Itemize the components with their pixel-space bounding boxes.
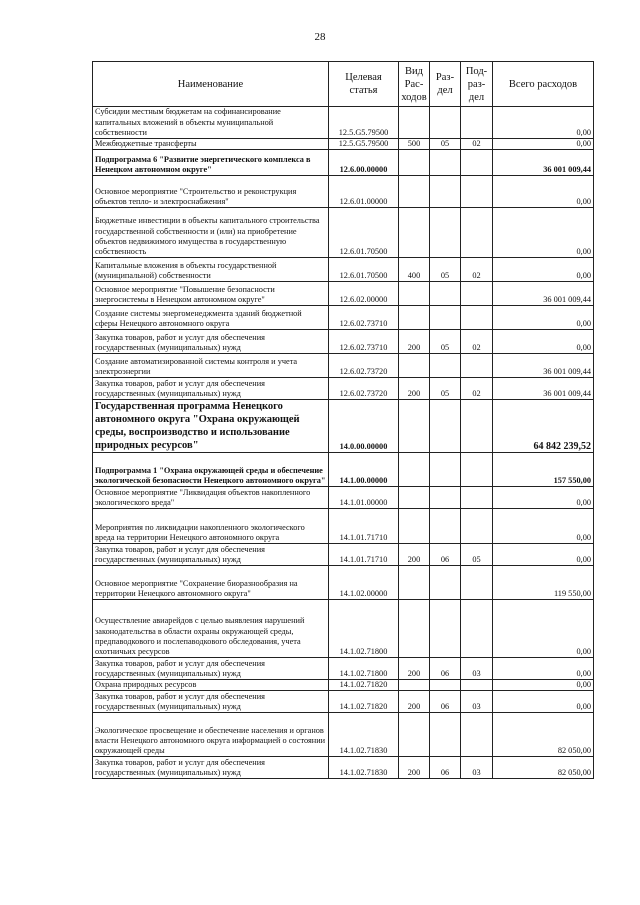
row-name: Закупка товаров, работ и услуг для обеспечения государственных (муниципальных) нужд xyxy=(93,658,329,680)
row-vid: 400 xyxy=(399,258,430,282)
row-article: 12.6.02.73710 xyxy=(329,306,399,330)
row-vid xyxy=(399,509,430,544)
row-name: Межбюджетные трансферты xyxy=(93,139,329,150)
row-podrazdel xyxy=(461,150,493,176)
row-name: Основное мероприятие "Строительство и реконструкция объектов тепло- и электроснабжения" xyxy=(93,176,329,208)
row-razdel xyxy=(430,107,461,139)
row-razdel: 05 xyxy=(430,378,461,400)
row-vid: 200 xyxy=(399,757,430,779)
row-total: 0,00 xyxy=(493,544,594,566)
row-article: 12.6.02.73720 xyxy=(329,378,399,400)
table-row xyxy=(93,107,594,139)
table-row xyxy=(93,713,594,757)
row-podrazdel: 02 xyxy=(461,258,493,282)
row-vid xyxy=(399,713,430,757)
row-vid xyxy=(399,354,430,378)
row-name: Закупка товаров, работ и услуг для обеспечения государственных (муниципальных) нужд xyxy=(93,691,329,713)
row-total: 119 550,00 xyxy=(493,566,594,600)
row-razdel xyxy=(430,354,461,378)
row-article: 12.6.00.00000 xyxy=(329,150,399,176)
row-total: 82 050,00 xyxy=(493,713,594,757)
row-vid xyxy=(399,487,430,509)
row-podrazdel xyxy=(461,713,493,757)
row-article: 12.6.01.70500 xyxy=(329,208,399,258)
row-razdel: 06 xyxy=(430,658,461,680)
row-total: 0,00 xyxy=(493,487,594,509)
row-name: Охрана природных ресурсов xyxy=(93,680,329,691)
row-total: 0,00 xyxy=(493,208,594,258)
table-row xyxy=(93,306,594,330)
page-number: 28 xyxy=(314,31,326,43)
row-razdel xyxy=(430,566,461,600)
table-row xyxy=(93,139,594,150)
row-razdel xyxy=(430,306,461,330)
row-podrazdel xyxy=(461,509,493,544)
row-vid: 200 xyxy=(399,691,430,713)
row-total: 36 001 009,44 xyxy=(493,378,594,400)
row-razdel xyxy=(430,208,461,258)
row-article: 12.6.02.00000 xyxy=(329,282,399,306)
row-podrazdel: 02 xyxy=(461,139,493,150)
row-total: 0,00 xyxy=(493,306,594,330)
table-row xyxy=(93,330,594,354)
row-article: 14.1.00.00000 xyxy=(329,453,399,487)
row-razdel xyxy=(430,680,461,691)
row-total: 64 842 239,52 xyxy=(493,400,594,453)
row-name: Государственная программа Ненецкого автономного округа "Охрана окружающей среды, воспроизводство и использование природных ресурсов" xyxy=(93,400,329,453)
row-total: 0,00 xyxy=(493,176,594,208)
row-podrazdel xyxy=(461,306,493,330)
row-total: 0,00 xyxy=(493,509,594,544)
table-row xyxy=(93,566,594,600)
row-vid: 500 xyxy=(399,139,430,150)
row-name: Закупка товаров, работ и услуг для обеспечения государственных (муниципальных) нужд xyxy=(93,330,329,354)
table-row xyxy=(93,680,594,691)
row-razdel xyxy=(430,713,461,757)
table-row xyxy=(93,509,594,544)
row-total: 0,00 xyxy=(493,600,594,658)
row-total: 36 001 009,44 xyxy=(493,282,594,306)
row-article: 14.0.00.00000 xyxy=(329,400,399,453)
row-article: 14.1.01.00000 xyxy=(329,487,399,509)
header-vid: Вид Рас-ходов xyxy=(399,62,430,107)
row-article: 14.1.02.71800 xyxy=(329,658,399,680)
row-podrazdel xyxy=(461,354,493,378)
row-total: 0,00 xyxy=(493,258,594,282)
row-article: 14.1.01.71710 xyxy=(329,544,399,566)
row-podrazdel xyxy=(461,400,493,453)
row-article: 12.6.02.73720 xyxy=(329,354,399,378)
row-article: 14.1.02.71800 xyxy=(329,600,399,658)
table-row xyxy=(93,258,594,282)
row-article: 12.6.02.73710 xyxy=(329,330,399,354)
row-article: 14.1.02.71830 xyxy=(329,713,399,757)
row-podrazdel xyxy=(461,282,493,306)
row-razdel: 06 xyxy=(430,691,461,713)
row-razdel xyxy=(430,176,461,208)
row-vid xyxy=(399,208,430,258)
row-razdel: 06 xyxy=(430,544,461,566)
row-name: Закупка товаров, работ и услуг для обеспечения государственных (муниципальных) нужд xyxy=(93,544,329,566)
row-total: 0,00 xyxy=(493,330,594,354)
row-vid xyxy=(399,306,430,330)
row-name: Основное мероприятие "Ликвидация объектов накопленного экологического вреда" xyxy=(93,487,329,509)
table-row xyxy=(93,544,594,566)
row-vid xyxy=(399,566,430,600)
row-podrazdel xyxy=(461,208,493,258)
row-name: Подпрограмма 6 "Развитие энергетического комплекса в Ненецком автономном округе" xyxy=(93,150,329,176)
row-name: Экологическое просвещение и обеспечение населения и органов власти Ненецкого автономного округа информацией о состоянии окружающей среды xyxy=(93,713,329,757)
row-name: Капитальные вложения в объекты государственной (муниципальной) собственности xyxy=(93,258,329,282)
row-name: Субсидии местным бюджетам на софинансирование капитальных вложений в объекты муниципальной собственности xyxy=(93,107,329,139)
row-total: 0,00 xyxy=(493,107,594,139)
row-razdel xyxy=(430,150,461,176)
table-row xyxy=(93,354,594,378)
row-name: Закупка товаров, работ и услуг для обеспечения государственных (муниципальных) нужд xyxy=(93,757,329,779)
row-article: 14.1.02.00000 xyxy=(329,566,399,600)
row-vid: 200 xyxy=(399,330,430,354)
table-header-row xyxy=(93,62,594,107)
table-row xyxy=(93,208,594,258)
row-vid xyxy=(399,400,430,453)
row-name: Осуществление авиарейдов с целью выявления нарушений законодательства в области охраны окружающей среды, предпаводкового и послепаводкового обследования, учета охотничьих ресурсов xyxy=(93,600,329,658)
row-name: Основное мероприятие "Сохранение биоразнообразия на территории Ненецкого автономного округа" xyxy=(93,566,329,600)
row-vid: 200 xyxy=(399,658,430,680)
header-razdel: Раз-дел xyxy=(430,62,461,107)
row-vid: 200 xyxy=(399,378,430,400)
row-name: Закупка товаров, работ и услуг для обеспечения государственных (муниципальных) нужд xyxy=(93,378,329,400)
row-vid xyxy=(399,600,430,658)
row-article: 14.1.01.71710 xyxy=(329,509,399,544)
table-row xyxy=(93,658,594,680)
row-podrazdel xyxy=(461,566,493,600)
row-vid xyxy=(399,282,430,306)
table-row xyxy=(93,150,594,176)
row-total: 0,00 xyxy=(493,658,594,680)
row-name: Создание автоматизированной системы контроля и учета электроэнергии xyxy=(93,354,329,378)
budget-table xyxy=(92,61,594,779)
row-razdel: 05 xyxy=(430,258,461,282)
table-row xyxy=(93,757,594,779)
row-podrazdel: 05 xyxy=(461,544,493,566)
row-podrazdel xyxy=(461,176,493,208)
table-row xyxy=(93,378,594,400)
row-article: 12.5.G5.79500 xyxy=(329,107,399,139)
row-article: 12.5.G5.79500 xyxy=(329,139,399,150)
row-article: 12.6.01.00000 xyxy=(329,176,399,208)
row-total: 157 550,00 xyxy=(493,453,594,487)
row-razdel: 05 xyxy=(430,139,461,150)
row-article: 14.1.02.71820 xyxy=(329,691,399,713)
row-total: 0,00 xyxy=(493,691,594,713)
row-name: Основное мероприятие "Повышение безопасности энергосистемы в Ненецком автономном округе" xyxy=(93,282,329,306)
row-total: 36 001 009,44 xyxy=(493,150,594,176)
row-article: 14.1.02.71820 xyxy=(329,680,399,691)
row-name: Создание системы энергоменеджмента зданий бюджетной сферы Ненецкого автономного округа xyxy=(93,306,329,330)
row-vid xyxy=(399,107,430,139)
row-total: 0,00 xyxy=(493,680,594,691)
row-podrazdel xyxy=(461,680,493,691)
row-razdel xyxy=(430,487,461,509)
row-vid: 200 xyxy=(399,544,430,566)
row-razdel xyxy=(430,400,461,453)
table-row xyxy=(93,487,594,509)
row-razdel xyxy=(430,453,461,487)
row-podrazdel: 03 xyxy=(461,691,493,713)
row-podrazdel xyxy=(461,453,493,487)
row-podrazdel xyxy=(461,600,493,658)
row-vid xyxy=(399,176,430,208)
header-name: Наименование xyxy=(93,62,329,107)
row-total: 82 050,00 xyxy=(493,757,594,779)
row-podrazdel: 02 xyxy=(461,330,493,354)
row-name: Бюджетные инвестиции в объекты капитального строительства государственной собственности и (или) на приобретение объектов недвижимого имущества в государственную собственность xyxy=(93,208,329,258)
row-total: 0,00 xyxy=(493,139,594,150)
row-podrazdel: 02 xyxy=(461,378,493,400)
row-vid xyxy=(399,680,430,691)
row-article: 14.1.02.71830 xyxy=(329,757,399,779)
table-row xyxy=(93,176,594,208)
row-podrazdel: 03 xyxy=(461,658,493,680)
row-podrazdel xyxy=(461,107,493,139)
header-total: Всего расходов xyxy=(493,62,594,107)
row-article: 12.6.01.70500 xyxy=(329,258,399,282)
row-total: 36 001 009,44 xyxy=(493,354,594,378)
row-podrazdel: 03 xyxy=(461,757,493,779)
row-name: Подпрограмма 1 "Охрана окружающей среды и обеспечение экологической безопасности Ненецкого автономного округа" xyxy=(93,453,329,487)
row-name: Мероприятия по ликвидации накопленного экологического вреда на территории Ненецкого автономного округа xyxy=(93,509,329,544)
header-podrazdel: Под-раз-дел xyxy=(461,62,493,107)
table-row xyxy=(93,691,594,713)
row-razdel xyxy=(430,600,461,658)
row-razdel xyxy=(430,282,461,306)
row-vid xyxy=(399,150,430,176)
row-vid xyxy=(399,453,430,487)
table-row xyxy=(93,282,594,306)
row-razdel: 05 xyxy=(430,330,461,354)
row-podrazdel xyxy=(461,487,493,509)
row-razdel: 06 xyxy=(430,757,461,779)
table-row xyxy=(93,453,594,487)
table-row xyxy=(93,400,594,453)
table-row xyxy=(93,600,594,658)
row-razdel xyxy=(430,509,461,544)
header-article: Целевая статья xyxy=(329,62,399,107)
